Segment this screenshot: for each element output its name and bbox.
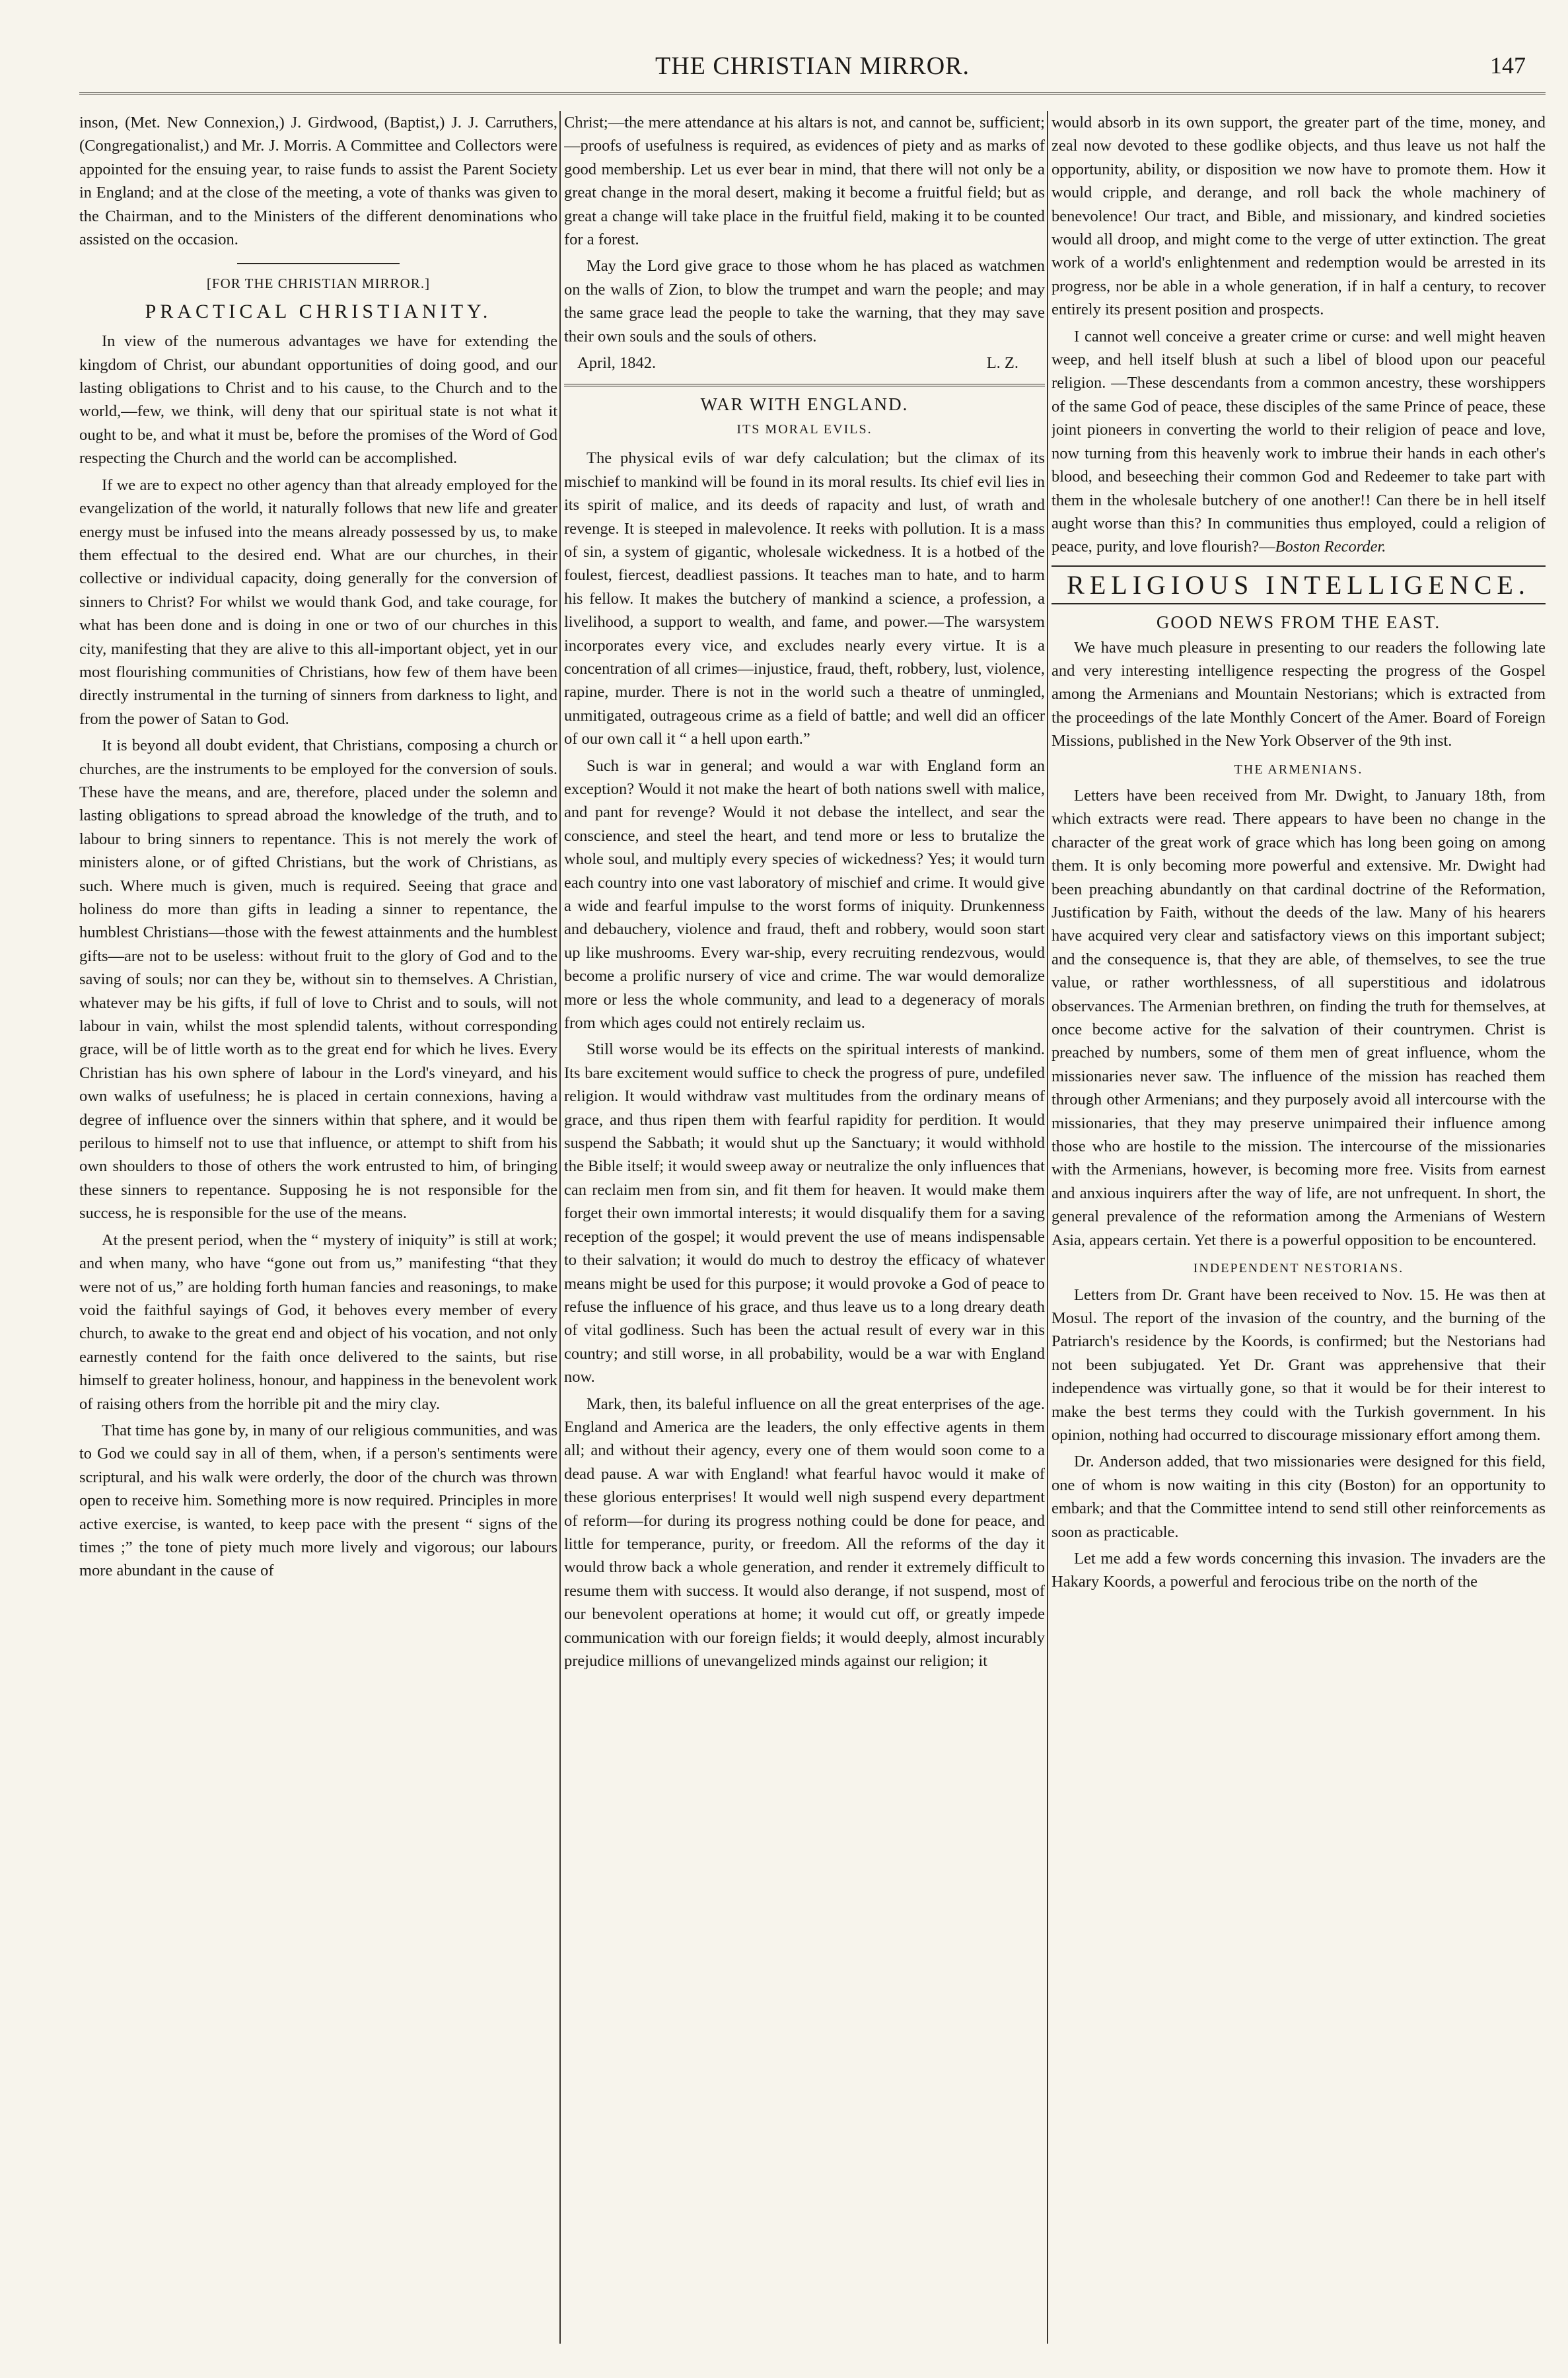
page-number: 147 xyxy=(1490,52,1526,79)
article-paragraph: We have much pleasure in presenting to our readers the following late and very interesting intelligence respecting the progress of the Gospel among the Armenians and Mountain Nestorians; which is extracted from the proceedings of the late Monthly Concert of the Amer. Board of Foreign Missions, published in the New York Observer of the 9th inst. xyxy=(1051,638,1546,750)
section-divider xyxy=(1051,565,1546,567)
article-paragraph: If we are to expect no other agency than that already employed for the evangelization of the world, it naturally follows that new life and greater energy must be infused into the means already possessed by us, to make them effectual to the desired end. What are our churches, in their collective or individual capacity, doing generally for the conversion of sinners to Christ? For whilst we would thank God, and take courage, for what has been done and is doing in one or two of our churches in this city, manifesting that they are alive to this all-important object, yet in our most flourishing communities of Christians, how few of them have been directly instrumental in the turning of sinners from darkness to light, and from the power of Satan to God. xyxy=(79,476,557,728)
header-rule xyxy=(79,92,1546,94)
article-paragraph: May the Lord give grace to those whom he has placed as watchmen on the walls of Zion, to blow the trumpet and warn the people; and may the same grace lead the people to take the warning, that they may save their own souls and the souls of others. xyxy=(564,257,1045,345)
article-title-practical-christianity: PRACTICAL CHRISTIANITY. xyxy=(145,300,492,322)
newspaper-title: THE CHRISTIAN MIRROR. xyxy=(655,52,970,80)
article-divider xyxy=(564,384,1045,386)
continued-paragraph: Christ;—the mere attendance at his altars is not, and cannot be, sufficient;—proofs of usefulness is required, as evidences of piety and as marks of good membership. Let us ever bear in mind, that there will not only be a great change in the moral desert, making it become a fruitful field; but as great a change will take place in the fruitful field, making it to be counted for a forest. xyxy=(564,114,1045,249)
continued-paragraph: would absorb in its own support, the greater part of the time, money, and zeal now devoted to these godlike objects, and thus leave us not half the opportunity, ability, or disposition we now have to promote them. How it would cripple, and derange, and roll back the whole machinery of benevolence! Our tract, and Bible, and missionary, and kindred societies would all droop, and might come to the verge of utter extinction. The great work of a world's enlightenment and redemption would be arrested in its progress, nor be able in a whole generation, if in half a century, to recover entirely its present position and prospects. xyxy=(1051,114,1546,319)
column-middle xyxy=(564,111,1045,2344)
article-paragraph: It is beyond all doubt evident, that Christians, composing a church or churches, are the instruments to be employed for the conversion of souls. These have the means, and are, therefore, placed under the solemn and lasting obligations to spread abroad the knowledge of the truth, and to labour to bring sinners to repentance. This is not merely the work of ministers alone, or of gifted Christians, but the work of Christians, as such. Where much is given, much is required. Seeing that grace and holiness do more than gifts in leading a sinner to repentance, the humblest Christians—those with the fewest attainments and the humblest gifts—are not to be useless: without fruit to the glory of God and to the saving of souls; nor can they be, without sin to themselves. A Christian, whatever may be his gifts, if full of love to Christ and to souls, will not labour in vain, whilst the most splendid talents, without corresponding grace, will be of little worth as to the great end for which he lives. Every Christian has his own sphere of labour in the Lord's vineyard, and his own walks of usefulness; he is placed in certain connexions, having a degree of influence over the sinners within that sphere, and it would be perilous to himself not to use that influence, or attempt to shift from his own shoulders to those of others the work entrusted to him, of bringing these sinners to repentance. Supposing he is not responsible for the success, he is responsible for the use of the means. xyxy=(79,737,557,1223)
article-paragraph: Mark, then, its baleful influence on all the great enterprises of the age. England and America are the leaders, the only effective agents in them all; and without their agency, every one of them would soon come to a dead pause. A war with England! what fearful havoc would it make of these glorious enterprises! It would well nigh suspend every department of reform—for during its progress nothing could be done for peace, and little for temperance, purity, or freedom. All the reforms of the day it would throw back a whole generation, and render it extremely difficult to resume them with success. It would also derange, if not suspend, most of our benevolent operations at home; it would cut off, or greatly impede communication with our foreign fields; it would deeply, almost incurably prejudice millions of unevangelized minds against our religion; it xyxy=(564,1394,1045,1670)
article-subtitle: ITS MORAL EVILS. xyxy=(736,421,873,437)
article-paragraph: That time has gone by, in many of our religious communities, and was to God we could say in all of them, when, if a person's sentiments were scriptural, and his walk were orderly, the door of the church was thrown open to receive him. Something more is now required. Principles in more active exercise, is wanted, to keep pace with the present “ signs of the times ;” the tone of piety much more lively and vigorous; our labours more abundant in the cause of xyxy=(79,1421,557,1580)
running-head xyxy=(79,52,1546,91)
subheading-nestorians: INDEPENDENT NESTORIANS. xyxy=(1193,1261,1404,1276)
column-divider xyxy=(559,111,561,2344)
article-title-good-news: GOOD NEWS FROM THE EAST. xyxy=(1156,612,1441,633)
article-paragraph: Still worse would be its effects on the spiritual interests of mankind. Its bare excitement would suffice to check the progress of pure, undefiled religion. It would withdraw vast multitudes from the ordinary means of grace, and thus ripen them with fearful rapidity for perdition. It would suspend the Sabbath; it would shut up the Sanctuary; it would withhold the Bible itself; it would sweep away or neutralize the only influences that can reclaim men from sin, and fit them for heaven. It would make them forget their own immortal interests; it would disqualify them for a saving reception of the gospel; it would prevent the use of means indispensable to their salvation; it would do much to destroy the efficacy of whatever means might be used for this purpose; it would provoke a God of peace to refuse the influence of his grace, and thus leave us to a long dreary death of vital godliness. Such has been the actual result of every war in this country; and still worse, in all probability, would be a war with England now. xyxy=(564,1040,1045,1387)
section-heading: RELIGIOUS INTELLIGENCE. xyxy=(1067,569,1530,600)
article-paragraph: Letters have been received from Mr. Dwight, to January 18th, from which extracts were read. There appears to have been no change in the character of the great work of grace which has long been going on among them. It is only becoming more powerful and extensive. Mr. Dwight had been preaching abundantly on that cardinal doctrine of the Reformation, Justification by Faith, without the deeds of the law. Many of his hearers have acquired very clear and satisfactory views on this important subject; and the consequence is, that they are able, of themselves, to see the true value, or rather worthlessness, of all superstitious and idolatrous observances. The Armenian brethren, on finding the truth for themselves, at once become active for the salvation of their countrymen. Christ is preached by numbers, some of them men of great influence, whom the missionaries never saw. The influence of the mission has reached them through other Armenians; and they purposely avoid all intercourse with the missionaries, that they may preserve unimpaired their influence among those who are hostile to the mission. The intercourse of the missionaries with the Armenians, however, is becoming more free. Visits from earnest and anxious inquirers after the way of life, are not unfrequent. In short, the general prevalence of the reformation among the Armenians of Western Asia, appears certain. Yet there is a powerful opposition to be encountered. xyxy=(1051,786,1546,1249)
article-paragraph: Let me add a few words concerning this invasion. The invaders are the Hakary Koords, a powerful and ferocious tribe on the north of the xyxy=(1051,1549,1546,1591)
continued-paragraph: inson, (Met. New Connexion,) J. Girdwood, (Baptist,) J. J. Carruthers, (Congregationalist,) and Mr. J. Morris. A Committee and Collectors were appointed for the ensuing year, to raise funds to assist the Parent Society in England; and at the close of the meeting, a vote of thanks was given to the Chairman, and to the Ministers of the different denominations who assisted on the occasion. xyxy=(79,114,557,249)
article-title-war-with-england: WAR WITH ENGLAND. xyxy=(700,394,909,415)
source-reference: Boston Recorder. xyxy=(1275,538,1386,556)
article-divider xyxy=(237,263,400,264)
article-paragraph: Dr. Anderson added, that two missionaries were designed for this field, one of whom is now waiting in this city (Boston) for an opportunity to embark; and that the Committee intend to send still other reinforcements as soon as practicable. xyxy=(1051,1453,1546,1541)
article-initials: L. Z. xyxy=(986,354,1018,373)
article-paragraph: In view of the numerous advantages we have for extending the kingdom of Christ, our abundant opportunities of doing good, and our lasting obligations to Christ and to his cause, to the Church and to the world,—few, we think, will deny that our spiritual state is not what it ought to be, and what it must be, before the promises of the Word of God respecting the Church and the world can be accomplished. xyxy=(79,332,557,468)
article-paragraph: The physical evils of war defy calculation; but the climax of its mischief to mankind will be found in its moral results. Its chief evil lies in its spirit of malice, and its deeds of rapacity and lust, of wrath and revenge. It is steeped in malevolence. It reeks with pollution. It is a mass of sin, a system of gigantic, wholesale wickedness. It is a hotbed of the foulest, fiercest, deadliest passions. It teaches man to hate, and to harm his fellow. It makes the butchery of mankind a science, a profession, a livelihood, a support to wealth, and fame, and power.—The warsystem incorporates every vice, and excludes nearly every virtue. It is a concentration of all crimes—injustice, fraud, theft, robbery, lust, violence, rapine, murder. There is not in the world such a theatre of unmingled, unmitigated, outrageous crime as a field of battle; and well did an officer of our own call it “ a hell upon earth.” xyxy=(564,449,1045,748)
article-paragraph xyxy=(1051,325,1546,559)
article-signature xyxy=(564,351,1045,375)
section-divider xyxy=(1051,603,1546,604)
article-paragraph: Letters from Dr. Grant have been received to Nov. 15. He was then at Mosul. The report of the invasion of the country, and the burning of the Patriarch's residence by the Koords, is confirmed; but the Nestorians had not been subjugated. Yet Dr. Grant was apprehensive that their independence was virtually gone, so that it would be for their interest to make the best terms they could with the Turkish government. In his opinion, nothing had occurred to discourage missionary effort among them. xyxy=(1051,1285,1546,1444)
article-paragraph: Such is war in general; and would a war with England form an exception? Would it not make the heart of both nations swell with malice, and pant for revenge? Would it not debase the intellect, and sear the conscience, and steel the heart, and tend more or less to brutalize the whole soul, and multiply every species of wickedness? Yes; it would turn each country into one vast laboratory of mischief and crime. It would give a wide and fearful impulse to the worst forms of iniquity. Drunkenness and debauchery, violence and fraud, theft and robbery, would soon start up like mushrooms. Every war-ship, every recruiting rendezvous, would become a prolific nursery of vice and crime. The war would demoralize more or less the whole community, and lead to a degeneracy of morals from which ages could not entirely reclaim us. xyxy=(564,756,1045,1032)
column-divider xyxy=(1047,111,1048,2344)
article-date: April, 1842. xyxy=(577,354,657,373)
paragraph-text: I cannot well conceive a greater crime or curse: and well might heaven weep, and hell itself blush at such a libel of blood upon our peaceful religion. —These descendants from a common ancestry, these worshippers of the same God of peace, these disciples of the same Prince of peace, these joint pioneers in converting the world to their religion of peace and love, now turning from this heavenly work to imbrue their hands in each other's blood, and beseeching their common God and Redeemer to take part with them in the wholesale butchery of one another!! Can there be in hell itself aught worse than this? In communities thus employed, could a religion of peace, purity, and love flourish?— xyxy=(1051,327,1546,556)
subheading-armenians: THE ARMENIANS. xyxy=(1234,762,1363,777)
article-source-note: [FOR THE CHRISTIAN MIRROR.] xyxy=(206,275,431,292)
article-paragraph: At the present period, when the “ mystery of iniquity” is still at work; and when many, who have “gone out from us,” manifesting “that they were not of us,” are holding forth human fancies and reasonings, to make void the faithful sayings of God, it behoves every member of every church, to awake to the great end and object of his vocation, and not only earnestly contend for the faith once delivered to the saints, but rise himself to greater holiness, honour, and happiness in the benevolent work of raising others from the horrible pit and the miry clay. xyxy=(79,1231,557,1413)
column-left xyxy=(79,111,557,2344)
column-right xyxy=(1051,111,1546,2344)
